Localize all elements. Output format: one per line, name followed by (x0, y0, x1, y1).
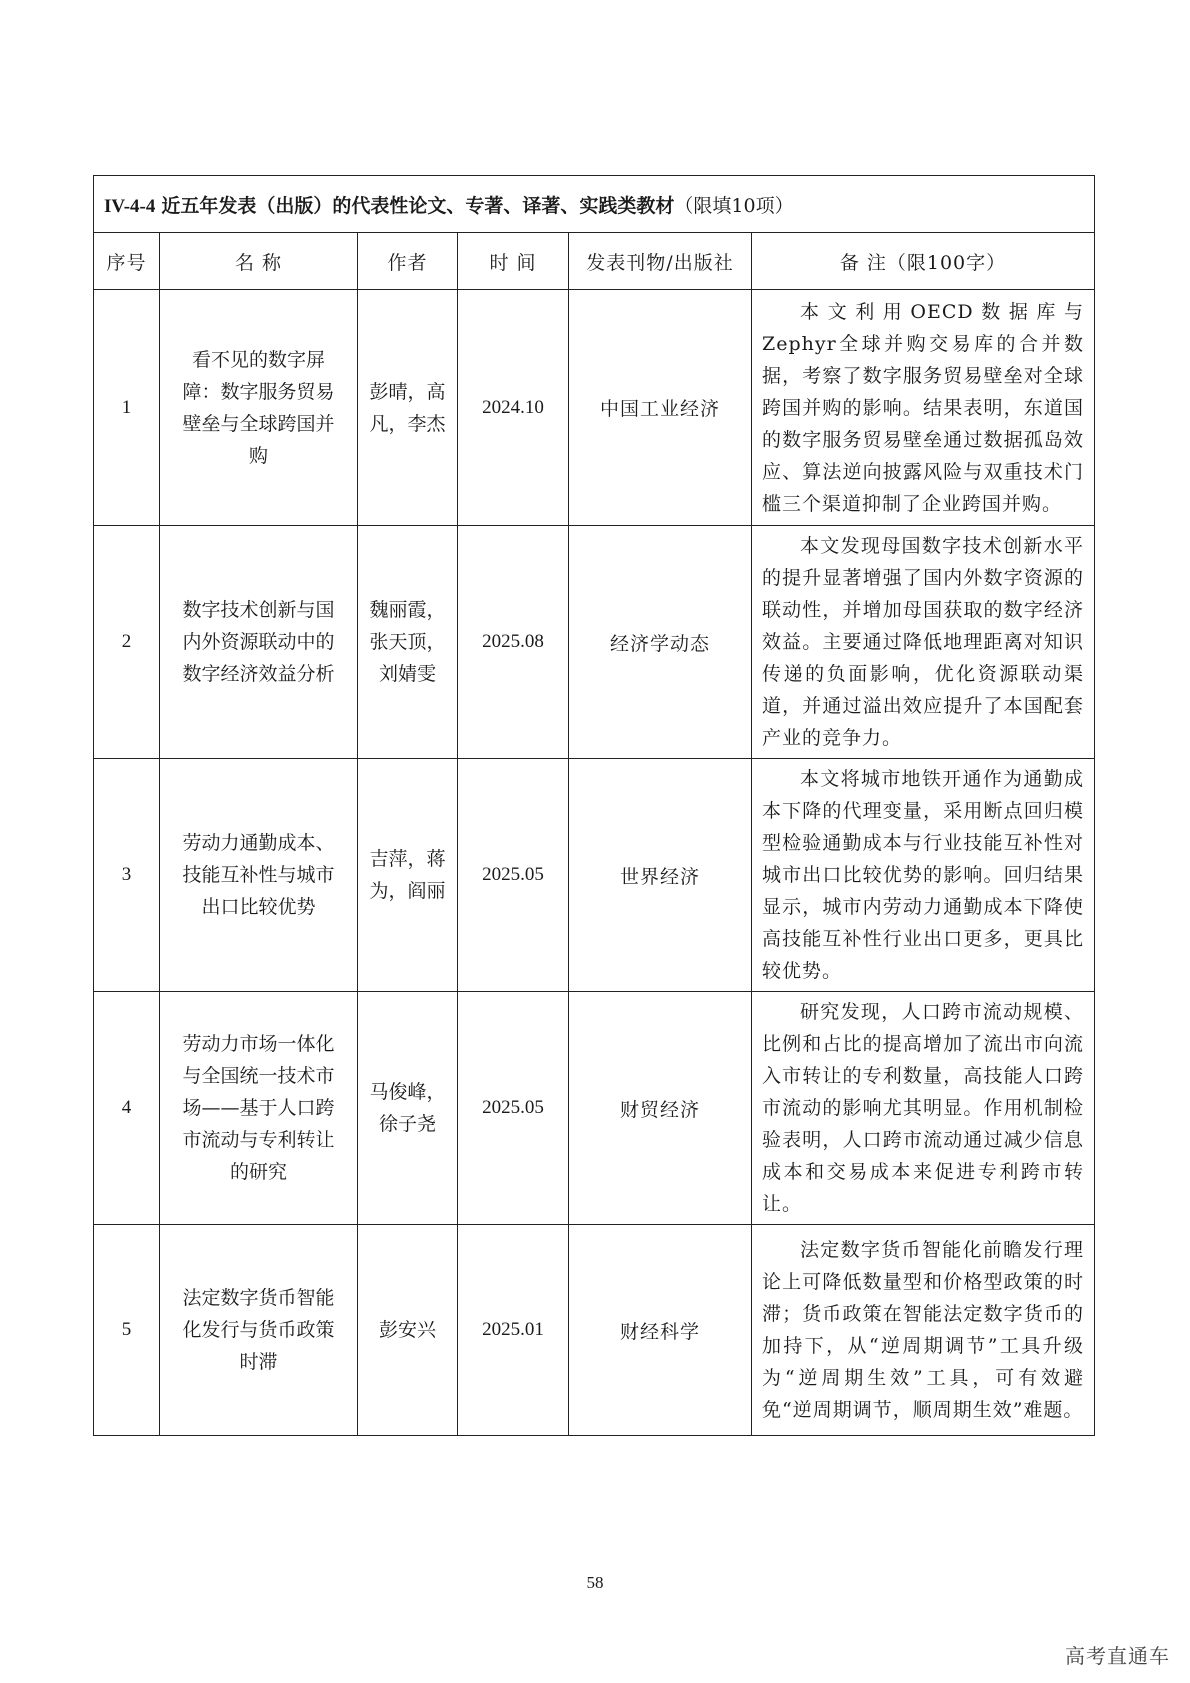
table-title-row (94, 176, 1095, 233)
row-author: 吉萍，蒋为，阎丽 (358, 759, 458, 992)
table-title (94, 176, 1095, 233)
row-name: 看不见的数字屏障：数字服务贸易壁垒与全球跨国并购 (160, 290, 358, 526)
row-note: 本文将城市地铁开通作为通勤成本下降的代理变量，采用断点回归模型检验通勤成本与行业技能互补性对城市出口比较优势的影响。回归结果显示，城市内劳动力通勤成本下降使高技能互补性行业出口更多，更具比较优势。 (752, 759, 1095, 992)
header-name: 名 称 (160, 233, 358, 290)
row-index: 5 (94, 1225, 160, 1436)
table-title-code: IV-4-4 (104, 195, 156, 217)
row-note: 法定数字货币智能化前瞻发行理论上可降低数量型和价格型政策的时滞；货币政策在智能法定数字货币的加持下，从“逆周期调节”工具升级为“逆周期生效”工具，可有效避免“逆周期调节，顺周期生效”难题。 (752, 1225, 1095, 1436)
table-row (94, 992, 1095, 1225)
row-index: 3 (94, 759, 160, 992)
row-name: 劳动力通勤成本、技能互补性与城市出口比较优势 (160, 759, 358, 992)
header-index: 序号 (94, 233, 160, 290)
row-index: 4 (94, 992, 160, 1225)
table-row (94, 290, 1095, 526)
table-header-row (94, 233, 1095, 290)
table-row (94, 1225, 1095, 1436)
header-note: 备 注（限100字） (752, 233, 1095, 290)
row-date: 2025.01 (458, 1225, 569, 1436)
row-date: 2025.05 (458, 759, 569, 992)
table-title-main: 近五年发表（出版）的代表性论文、专著、译著、实践类教材 (161, 194, 675, 217)
row-date: 2024.10 (458, 290, 569, 526)
row-date: 2025.08 (458, 526, 569, 759)
row-author: 彭晴，高凡，李杰 (358, 290, 458, 526)
row-publisher: 财经科学 (569, 1225, 752, 1436)
table-row (94, 526, 1095, 759)
publications-table (93, 175, 1095, 1436)
row-name: 法定数字货币智能化发行与货币政策时滞 (160, 1225, 358, 1436)
header-author: 作者 (358, 233, 458, 290)
row-publisher: 中国工业经济 (569, 290, 752, 526)
row-author: 魏丽霞，张天顶，刘婧雯 (358, 526, 458, 759)
row-publisher: 财贸经济 (569, 992, 752, 1225)
row-name: 劳动力市场一体化与全国统一技术市场——基于人口跨市流动与专利转让的研究 (160, 992, 358, 1225)
row-name: 数字技术创新与国内外资源联动中的数字经济效益分析 (160, 526, 358, 759)
row-note: 本文发现母国数字技术创新水平的提升显著增强了国内外数字资源的联动性，并增加母国获取的数字经济效益。主要通过降低地理距离对知识传递的负面影响，优化资源联动渠道，并通过溢出效应提升了本国配套产业的竞争力。 (752, 526, 1095, 759)
row-author: 马俊峰，徐子尧 (358, 992, 458, 1225)
watermark-text: 高考直通车 (1065, 1644, 1170, 1668)
row-note: 研究发现，人口跨市流动规模、比例和占比的提高增加了流出市向流入市转让的专利数量，高技能人口跨市流动的影响尤其明显。作用机制检验表明，人口跨市流动通过减少信息成本和交易成本来促进专利跨市转让。 (752, 992, 1095, 1225)
header-date: 时 间 (458, 233, 569, 290)
row-publisher: 经济学动态 (569, 526, 752, 759)
row-author: 彭安兴 (358, 1225, 458, 1436)
row-date: 2025.05 (458, 992, 569, 1225)
table-row (94, 759, 1095, 992)
row-index: 2 (94, 526, 160, 759)
row-index: 1 (94, 290, 160, 526)
table-title-limit: （限填10项） (674, 194, 794, 217)
page-number: 58 (586, 1573, 604, 1592)
row-publisher: 世界经济 (569, 759, 752, 992)
header-publisher: 发表刊物/出版社 (569, 233, 752, 290)
row-note: 本文利用OECD数据库与Zephyr全球并购交易库的合并数据，考察了数字服务贸易壁垒对全球跨国并购的影响。结果表明，东道国的数字服务贸易壁垒通过数据孤岛效应、算法逆向披露风险与双重技术门槛三个渠道抑制了企业跨国并购。 (752, 290, 1095, 526)
